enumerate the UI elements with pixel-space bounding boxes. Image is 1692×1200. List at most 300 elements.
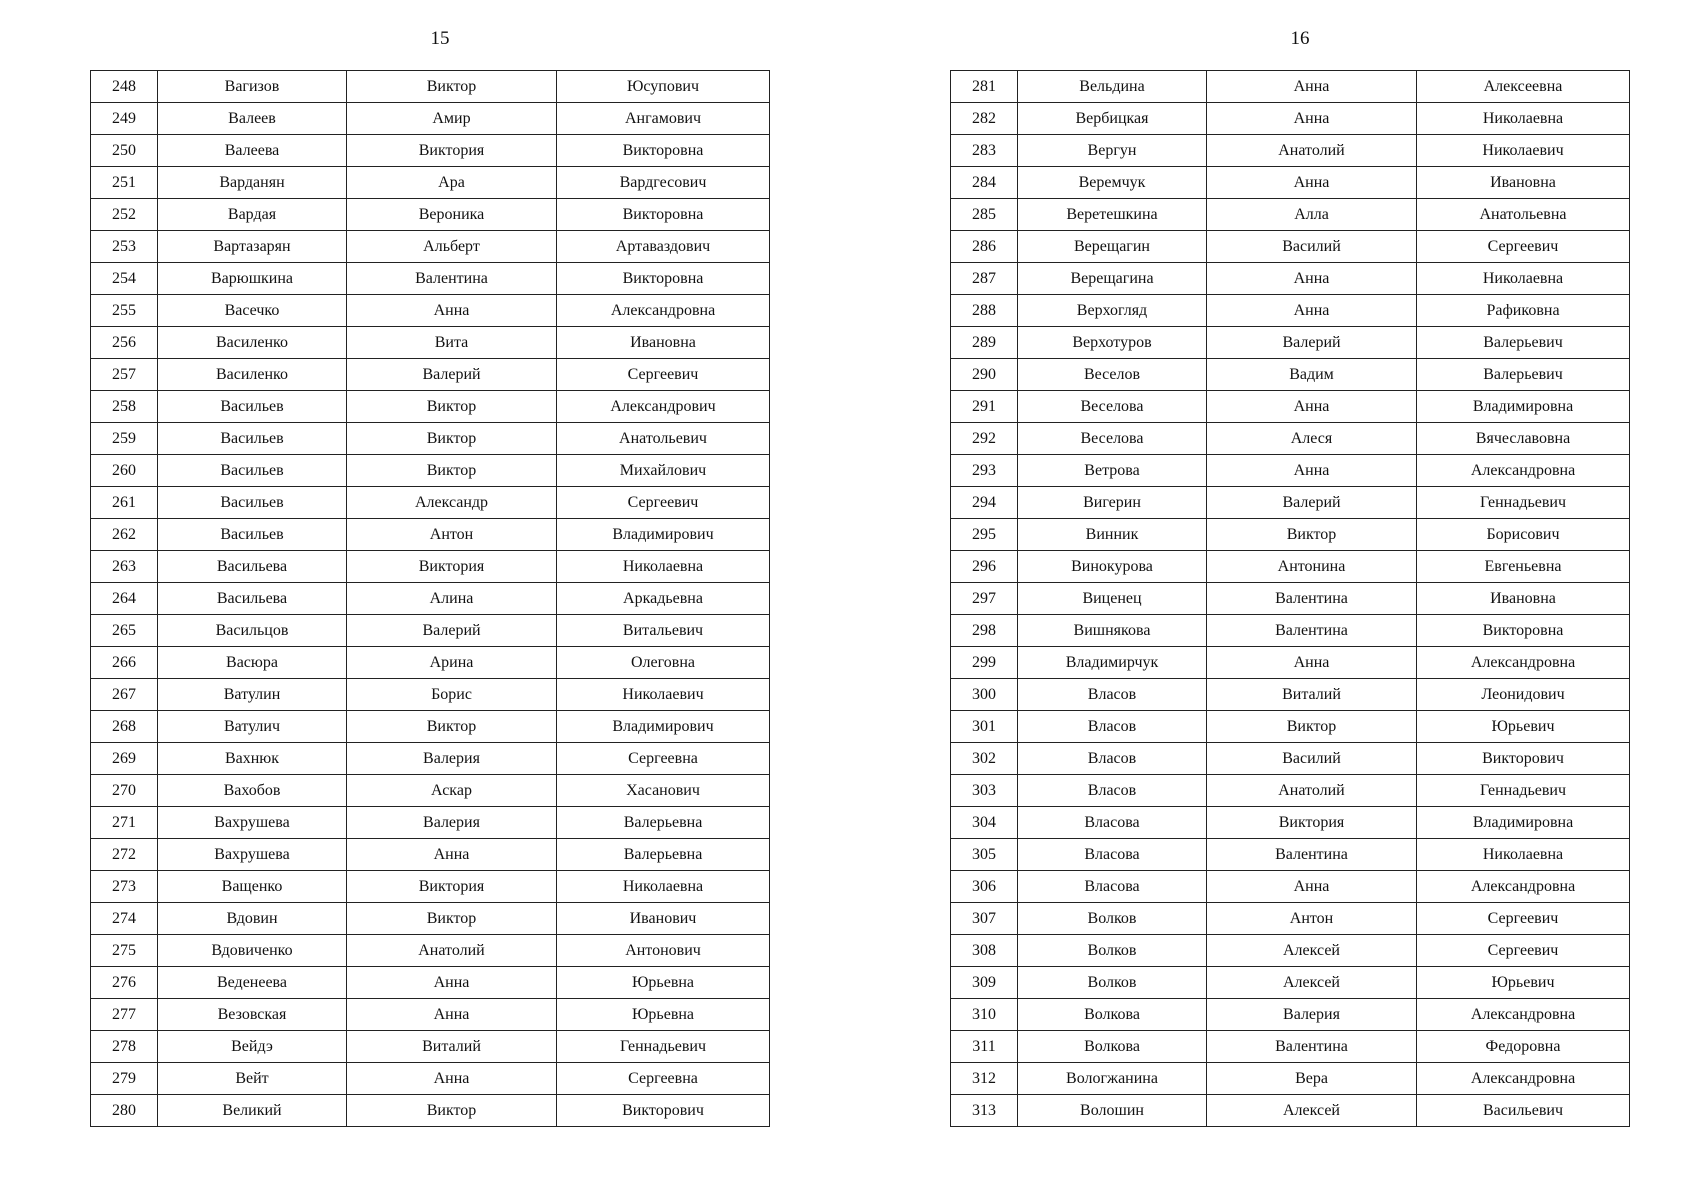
row-number-cell: 256	[91, 327, 158, 359]
last-name-cell: Ващенко	[158, 871, 347, 903]
patronymic-cell: Валерьевич	[1417, 359, 1630, 391]
last-name-cell: Вдовин	[158, 903, 347, 935]
first-name-cell: Антон	[1207, 903, 1417, 935]
last-name-cell: Везовская	[158, 999, 347, 1031]
table-row	[91, 583, 770, 615]
row-number-cell: 258	[91, 391, 158, 423]
last-name-cell: Василенко	[158, 359, 347, 391]
last-name-cell: Великий	[158, 1095, 347, 1127]
first-name-cell: Анна	[347, 999, 557, 1031]
first-name-cell: Алеся	[1207, 423, 1417, 455]
table-row	[951, 551, 1630, 583]
first-name-cell: Анна	[347, 839, 557, 871]
table-row	[951, 359, 1630, 391]
first-name-cell: Алина	[347, 583, 557, 615]
row-number-cell: 307	[951, 903, 1018, 935]
last-name-cell: Винник	[1018, 519, 1207, 551]
first-name-cell: Василий	[1207, 231, 1417, 263]
row-number-cell: 308	[951, 935, 1018, 967]
row-number-cell: 303	[951, 775, 1018, 807]
row-number-cell: 283	[951, 135, 1018, 167]
first-name-cell: Анатолий	[1207, 135, 1417, 167]
row-number-cell: 276	[91, 967, 158, 999]
last-name-cell: Вигерин	[1018, 487, 1207, 519]
patronymic-cell: Викторовна	[557, 135, 770, 167]
table-row	[951, 903, 1630, 935]
first-name-cell: Виктор	[347, 455, 557, 487]
table-row	[91, 391, 770, 423]
first-name-cell: Виталий	[347, 1031, 557, 1063]
table-row	[91, 1095, 770, 1127]
first-name-cell: Алла	[1207, 199, 1417, 231]
table-row	[91, 455, 770, 487]
first-name-cell: Вадим	[1207, 359, 1417, 391]
patronymic-cell: Александрович	[557, 391, 770, 423]
last-name-cell: Власов	[1018, 679, 1207, 711]
patronymic-cell: Леонидович	[1417, 679, 1630, 711]
last-name-cell: Волошин	[1018, 1095, 1207, 1127]
first-name-cell: Василий	[1207, 743, 1417, 775]
first-name-cell: Виктория	[347, 135, 557, 167]
row-number-cell: 274	[91, 903, 158, 935]
table-row	[951, 295, 1630, 327]
last-name-cell: Веселова	[1018, 391, 1207, 423]
table-row	[91, 615, 770, 647]
last-name-cell: Васильев	[158, 519, 347, 551]
patronymic-cell: Иванович	[557, 903, 770, 935]
table-row	[951, 807, 1630, 839]
first-name-cell: Алексей	[1207, 967, 1417, 999]
patronymic-cell: Николаевна	[557, 871, 770, 903]
last-name-cell: Васильев	[158, 487, 347, 519]
row-number-cell: 251	[91, 167, 158, 199]
row-number-cell: 249	[91, 103, 158, 135]
last-name-cell: Валеева	[158, 135, 347, 167]
first-name-cell: Алексей	[1207, 1095, 1417, 1127]
row-number-cell: 295	[951, 519, 1018, 551]
first-name-cell: Антонина	[1207, 551, 1417, 583]
table-row	[91, 359, 770, 391]
first-name-cell: Аскар	[347, 775, 557, 807]
row-number-cell: 269	[91, 743, 158, 775]
patronymic-cell: Артаваздович	[557, 231, 770, 263]
table-row	[91, 839, 770, 871]
last-name-cell: Варюшкина	[158, 263, 347, 295]
patronymic-cell: Антонович	[557, 935, 770, 967]
patronymic-cell: Юсупович	[557, 71, 770, 103]
row-number-cell: 266	[91, 647, 158, 679]
first-name-cell: Виктория	[347, 551, 557, 583]
patronymic-cell: Александровна	[1417, 455, 1630, 487]
last-name-cell: Власов	[1018, 775, 1207, 807]
row-number-cell: 280	[91, 1095, 158, 1127]
row-number-cell: 267	[91, 679, 158, 711]
first-name-cell: Анна	[1207, 455, 1417, 487]
row-number-cell: 284	[951, 167, 1018, 199]
first-name-cell: Валерия	[347, 807, 557, 839]
last-name-cell: Веселов	[1018, 359, 1207, 391]
first-name-cell: Анна	[1207, 391, 1417, 423]
row-number-cell: 312	[951, 1063, 1018, 1095]
patronymic-cell: Владимировна	[1417, 391, 1630, 423]
last-name-cell: Власов	[1018, 743, 1207, 775]
row-number-cell: 262	[91, 519, 158, 551]
last-name-cell: Вейт	[158, 1063, 347, 1095]
table-row	[91, 423, 770, 455]
table-row	[951, 679, 1630, 711]
last-name-cell: Верещагин	[1018, 231, 1207, 263]
table-row	[951, 1031, 1630, 1063]
table-row	[951, 519, 1630, 551]
row-number-cell: 287	[951, 263, 1018, 295]
patronymic-cell: Владимировна	[1417, 807, 1630, 839]
table-row	[951, 135, 1630, 167]
table-row	[951, 455, 1630, 487]
first-name-cell: Валерий	[347, 615, 557, 647]
last-name-cell: Вартазарян	[158, 231, 347, 263]
row-number-cell: 289	[951, 327, 1018, 359]
first-name-cell: Вита	[347, 327, 557, 359]
first-name-cell: Анна	[1207, 871, 1417, 903]
row-number-cell: 250	[91, 135, 158, 167]
last-name-cell: Вейдэ	[158, 1031, 347, 1063]
patronymic-cell: Борисович	[1417, 519, 1630, 551]
table-row	[91, 743, 770, 775]
row-number-cell: 255	[91, 295, 158, 327]
last-name-cell: Веретешкина	[1018, 199, 1207, 231]
last-name-cell: Вергун	[1018, 135, 1207, 167]
patronymic-cell: Николаевна	[1417, 263, 1630, 295]
table-row	[951, 615, 1630, 647]
last-name-cell: Власова	[1018, 807, 1207, 839]
first-name-cell: Анна	[1207, 71, 1417, 103]
last-name-cell: Волков	[1018, 903, 1207, 935]
row-number-cell: 275	[91, 935, 158, 967]
last-name-cell: Верхотуров	[1018, 327, 1207, 359]
first-name-cell: Анна	[1207, 167, 1417, 199]
row-number-cell: 309	[951, 967, 1018, 999]
last-name-cell: Васильева	[158, 583, 347, 615]
table-row	[951, 647, 1630, 679]
table-row	[91, 647, 770, 679]
first-name-cell: Амир	[347, 103, 557, 135]
table-row	[91, 935, 770, 967]
table-row	[91, 999, 770, 1031]
first-name-cell: Алексей	[1207, 935, 1417, 967]
row-number-cell: 263	[91, 551, 158, 583]
table-row	[91, 135, 770, 167]
table-row	[951, 775, 1630, 807]
patronymic-cell: Федоровна	[1417, 1031, 1630, 1063]
patronymic-cell: Сергеевич	[1417, 935, 1630, 967]
last-name-cell: Вардая	[158, 199, 347, 231]
table-row	[951, 1095, 1630, 1127]
last-name-cell: Волкова	[1018, 999, 1207, 1031]
patronymic-cell: Юрьевич	[1417, 967, 1630, 999]
patronymic-cell: Анатольевна	[1417, 199, 1630, 231]
first-name-cell: Арина	[347, 647, 557, 679]
row-number-cell: 286	[951, 231, 1018, 263]
last-name-cell: Волков	[1018, 967, 1207, 999]
patronymic-cell: Викторовна	[1417, 615, 1630, 647]
table-row	[91, 967, 770, 999]
row-number-cell: 291	[951, 391, 1018, 423]
row-number-cell: 305	[951, 839, 1018, 871]
patronymic-cell: Николаевна	[1417, 103, 1630, 135]
table-row	[91, 807, 770, 839]
table-row	[951, 327, 1630, 359]
last-name-cell: Волков	[1018, 935, 1207, 967]
patronymic-cell: Николаевич	[557, 679, 770, 711]
first-name-cell: Анна	[1207, 263, 1417, 295]
patronymic-cell: Ивановна	[1417, 167, 1630, 199]
table-row	[951, 103, 1630, 135]
row-number-cell: 311	[951, 1031, 1018, 1063]
first-name-cell: Вера	[1207, 1063, 1417, 1095]
table-row	[91, 903, 770, 935]
first-name-cell: Виктор	[347, 903, 557, 935]
row-number-cell: 299	[951, 647, 1018, 679]
patronymic-cell: Сергеевич	[1417, 231, 1630, 263]
row-number-cell: 310	[951, 999, 1018, 1031]
table-row	[951, 999, 1630, 1031]
row-number-cell: 292	[951, 423, 1018, 455]
last-name-cell: Вельдина	[1018, 71, 1207, 103]
table-row	[91, 519, 770, 551]
first-name-cell: Альберт	[347, 231, 557, 263]
first-name-cell: Виктор	[1207, 711, 1417, 743]
patronymic-cell: Юрьевна	[557, 967, 770, 999]
row-number-cell: 252	[91, 199, 158, 231]
patronymic-cell: Николаевна	[1417, 839, 1630, 871]
row-number-cell: 260	[91, 455, 158, 487]
first-name-cell: Валентина	[1207, 1031, 1417, 1063]
last-name-cell: Василенко	[158, 327, 347, 359]
row-number-cell: 279	[91, 1063, 158, 1095]
first-name-cell: Анна	[1207, 295, 1417, 327]
first-name-cell: Анна	[1207, 103, 1417, 135]
last-name-cell: Владимирчук	[1018, 647, 1207, 679]
last-name-cell: Васильев	[158, 423, 347, 455]
patronymic-cell: Рафиковна	[1417, 295, 1630, 327]
last-name-cell: Вахнюк	[158, 743, 347, 775]
first-name-cell: Виктор	[347, 711, 557, 743]
first-name-cell: Валерий	[347, 359, 557, 391]
table-row	[91, 679, 770, 711]
row-number-cell: 297	[951, 583, 1018, 615]
last-name-cell: Ватулич	[158, 711, 347, 743]
roster-table	[90, 70, 770, 1127]
patronymic-cell: Алексеевна	[1417, 71, 1630, 103]
first-name-cell: Анна	[347, 967, 557, 999]
row-number-cell: 302	[951, 743, 1018, 775]
patronymic-cell: Евгеньевна	[1417, 551, 1630, 583]
last-name-cell: Варданян	[158, 167, 347, 199]
first-name-cell: Валентина	[1207, 583, 1417, 615]
last-name-cell: Верхогляд	[1018, 295, 1207, 327]
roster-table	[950, 70, 1630, 1127]
table-row	[951, 263, 1630, 295]
patronymic-cell: Юрьевна	[557, 999, 770, 1031]
patronymic-cell: Валерьевна	[557, 807, 770, 839]
table-row	[91, 487, 770, 519]
patronymic-cell: Витальевич	[557, 615, 770, 647]
first-name-cell: Виктор	[347, 391, 557, 423]
table-row	[951, 583, 1630, 615]
patronymic-cell: Александровна	[1417, 999, 1630, 1031]
row-number-cell: 257	[91, 359, 158, 391]
row-number-cell: 278	[91, 1031, 158, 1063]
table-row	[951, 199, 1630, 231]
table-row	[951, 231, 1630, 263]
table-row	[91, 775, 770, 807]
first-name-cell: Анна	[347, 1063, 557, 1095]
first-name-cell: Виктор	[347, 71, 557, 103]
table-row	[91, 871, 770, 903]
table-row	[91, 71, 770, 103]
patronymic-cell: Александровна	[1417, 647, 1630, 679]
first-name-cell: Виктория	[1207, 807, 1417, 839]
patronymic-cell: Александровна	[1417, 1063, 1630, 1095]
row-number-cell: 306	[951, 871, 1018, 903]
table-row	[951, 1063, 1630, 1095]
patronymic-cell: Николаевич	[1417, 135, 1630, 167]
first-name-cell: Валентина	[1207, 615, 1417, 647]
first-name-cell: Валентина	[347, 263, 557, 295]
patronymic-cell: Владимирович	[557, 711, 770, 743]
last-name-cell: Вахрушева	[158, 839, 347, 871]
last-name-cell: Веденеева	[158, 967, 347, 999]
table-row	[91, 1063, 770, 1095]
patronymic-cell: Сергеевич	[1417, 903, 1630, 935]
row-number-cell: 293	[951, 455, 1018, 487]
first-name-cell: Виталий	[1207, 679, 1417, 711]
last-name-cell: Васильцов	[158, 615, 347, 647]
table-row	[951, 935, 1630, 967]
table-row	[91, 1031, 770, 1063]
last-name-cell: Валеев	[158, 103, 347, 135]
last-name-cell: Васильева	[158, 551, 347, 583]
first-name-cell: Вероника	[347, 199, 557, 231]
patronymic-cell: Вячеславовна	[1417, 423, 1630, 455]
first-name-cell: Виктория	[347, 871, 557, 903]
last-name-cell: Вагизов	[158, 71, 347, 103]
patronymic-cell: Ангамович	[557, 103, 770, 135]
row-number-cell: 264	[91, 583, 158, 615]
last-name-cell: Васильев	[158, 455, 347, 487]
patronymic-cell: Викторовна	[557, 199, 770, 231]
patronymic-cell: Сергеевна	[557, 1063, 770, 1095]
patronymic-cell: Валерьевич	[1417, 327, 1630, 359]
first-name-cell: Валентина	[1207, 839, 1417, 871]
page-number: 16	[1290, 28, 1310, 49]
first-name-cell: Валерий	[1207, 487, 1417, 519]
last-name-cell: Веремчук	[1018, 167, 1207, 199]
table-row	[91, 199, 770, 231]
patronymic-cell: Олеговна	[557, 647, 770, 679]
row-number-cell: 259	[91, 423, 158, 455]
patronymic-cell: Викторович	[557, 1095, 770, 1127]
patronymic-cell: Викторовна	[557, 263, 770, 295]
patronymic-cell: Хасанович	[557, 775, 770, 807]
row-number-cell: 294	[951, 487, 1018, 519]
first-name-cell: Валерий	[1207, 327, 1417, 359]
last-name-cell: Вахрушева	[158, 807, 347, 839]
patronymic-cell: Михайлович	[557, 455, 770, 487]
table-row	[91, 103, 770, 135]
patronymic-cell: Васильевич	[1417, 1095, 1630, 1127]
row-number-cell: 248	[91, 71, 158, 103]
last-name-cell: Власова	[1018, 871, 1207, 903]
patronymic-cell: Вардгесович	[557, 167, 770, 199]
row-number-cell: 253	[91, 231, 158, 263]
row-number-cell: 285	[951, 199, 1018, 231]
first-name-cell: Виктор	[1207, 519, 1417, 551]
row-number-cell: 296	[951, 551, 1018, 583]
patronymic-cell: Геннадьевич	[557, 1031, 770, 1063]
patronymic-cell: Аркадьевна	[557, 583, 770, 615]
patronymic-cell: Сергеевич	[557, 487, 770, 519]
last-name-cell: Вахобов	[158, 775, 347, 807]
page-number: 15	[430, 28, 450, 49]
row-number-cell: 271	[91, 807, 158, 839]
table-row	[951, 423, 1630, 455]
last-name-cell: Вербицкая	[1018, 103, 1207, 135]
last-name-cell: Вологжанина	[1018, 1063, 1207, 1095]
first-name-cell: Анна	[347, 295, 557, 327]
patronymic-cell: Викторович	[1417, 743, 1630, 775]
table-row	[91, 167, 770, 199]
last-name-cell: Вдовиченко	[158, 935, 347, 967]
table-row	[951, 167, 1630, 199]
row-number-cell: 277	[91, 999, 158, 1031]
row-number-cell: 313	[951, 1095, 1018, 1127]
table-row	[951, 391, 1630, 423]
table-row	[91, 295, 770, 327]
first-name-cell: Анна	[1207, 647, 1417, 679]
last-name-cell: Виценец	[1018, 583, 1207, 615]
table-row	[951, 743, 1630, 775]
table-row	[951, 871, 1630, 903]
table-row	[951, 839, 1630, 871]
patronymic-cell: Валерьевна	[557, 839, 770, 871]
row-number-cell: 254	[91, 263, 158, 295]
last-name-cell: Власова	[1018, 839, 1207, 871]
patronymic-cell: Николаевна	[557, 551, 770, 583]
first-name-cell: Валерия	[1207, 999, 1417, 1031]
row-number-cell: 290	[951, 359, 1018, 391]
patronymic-cell: Ивановна	[557, 327, 770, 359]
row-number-cell: 298	[951, 615, 1018, 647]
row-number-cell: 273	[91, 871, 158, 903]
row-number-cell: 300	[951, 679, 1018, 711]
first-name-cell: Александр	[347, 487, 557, 519]
first-name-cell: Виктор	[347, 1095, 557, 1127]
row-number-cell: 282	[951, 103, 1018, 135]
first-name-cell: Виктор	[347, 423, 557, 455]
patronymic-cell: Сергеевич	[557, 359, 770, 391]
patronymic-cell: Владимирович	[557, 519, 770, 551]
first-name-cell: Антон	[347, 519, 557, 551]
last-name-cell: Винокурова	[1018, 551, 1207, 583]
patronymic-cell: Геннадьевич	[1417, 775, 1630, 807]
patronymic-cell: Ивановна	[1417, 583, 1630, 615]
last-name-cell: Власов	[1018, 711, 1207, 743]
table-row	[91, 231, 770, 263]
first-name-cell: Анатолий	[347, 935, 557, 967]
patronymic-cell: Сергеевна	[557, 743, 770, 775]
first-name-cell: Анатолий	[1207, 775, 1417, 807]
